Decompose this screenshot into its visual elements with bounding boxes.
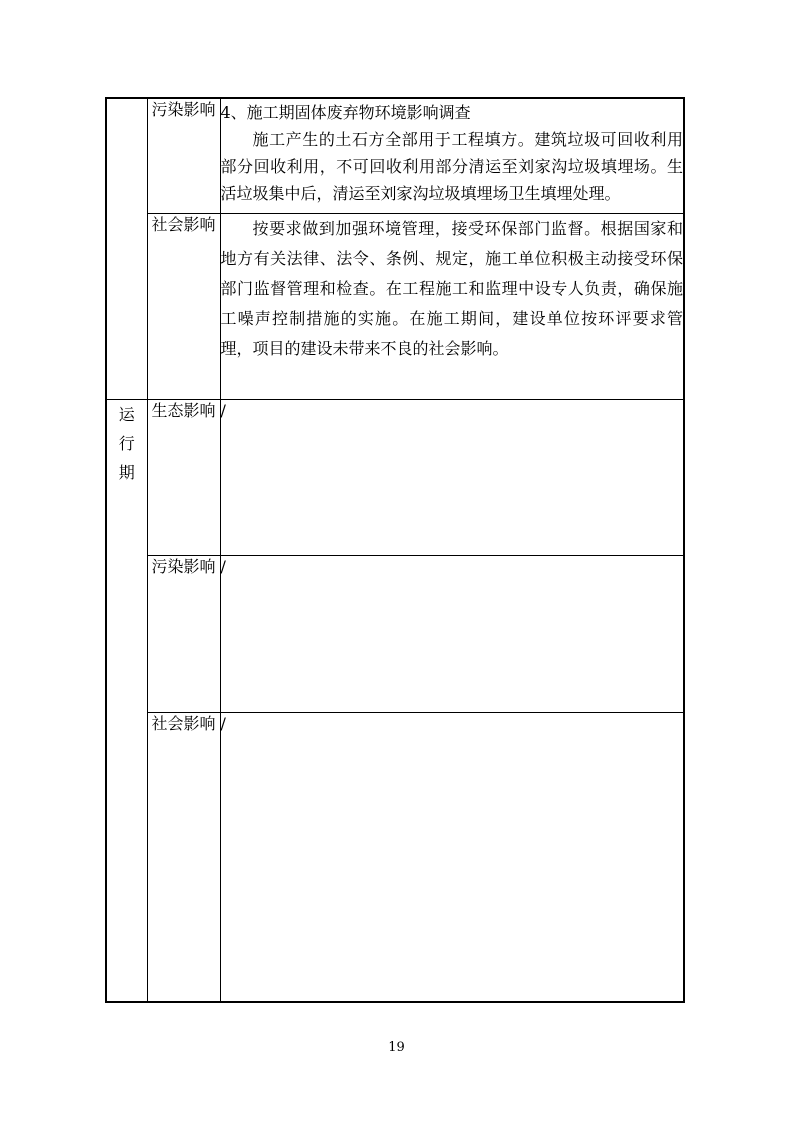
operation-period-char-1: 运 (118, 404, 135, 424)
operation-period-label (106, 399, 147, 1002)
solid-waste-survey-body: 施工产生的土石方全部用于工程填方。建筑垃圾可回收利用部分回收利用，不可回收利用部分清运至刘家沟垃圾填埋场。生活垃圾集中后，清运至刘家沟垃圾填埋场卫生填埋处理。 (220, 130, 683, 203)
environmental-impact-table (105, 97, 685, 1003)
table-row-construction-social (106, 213, 684, 399)
operation-period-char-3: 期 (118, 462, 135, 482)
table-row-operation-social (106, 712, 684, 1002)
solid-waste-survey-heading: 4、施工期固体废弃物环境影响调查 (220, 103, 471, 122)
operation-period-char-2: 行 (118, 433, 135, 453)
row-label-eco-impact: 生态影响 (147, 399, 220, 555)
table-row-operation-pollution (106, 555, 684, 712)
row-content-operation-pollution: / (220, 555, 684, 712)
row-content-pollution-impact (220, 98, 684, 213)
row-label-operation-pollution: 污染影响 (147, 555, 220, 712)
row-label-pollution-impact: 污染影响 (147, 98, 220, 213)
row-label-operation-social: 社会影响 (147, 712, 220, 1002)
page-number: 19 (388, 1040, 405, 1055)
table-row-operation-eco (106, 399, 684, 555)
row-content-social-impact (220, 213, 684, 399)
row-content-operation-social: / (220, 712, 684, 1002)
row-content-eco-impact: / (220, 399, 684, 555)
table-row-construction-pollution (106, 98, 684, 213)
row-label-social-impact: 社会影响 (147, 213, 220, 399)
social-impact-body: 按要求做到加强环境管理，接受环保部门监督。根据国家和地方有关法律、法令、条例、规定，施工单位积极主动接受环保部门监督管理和检查。在工程施工和监理中设专人负责，确保施工噪声控制措施的实施。在施工期间，建设单位按环评要求管理，项目的建设未带来不良的社会影响。 (220, 218, 683, 358)
construction-period-cell (106, 98, 147, 399)
